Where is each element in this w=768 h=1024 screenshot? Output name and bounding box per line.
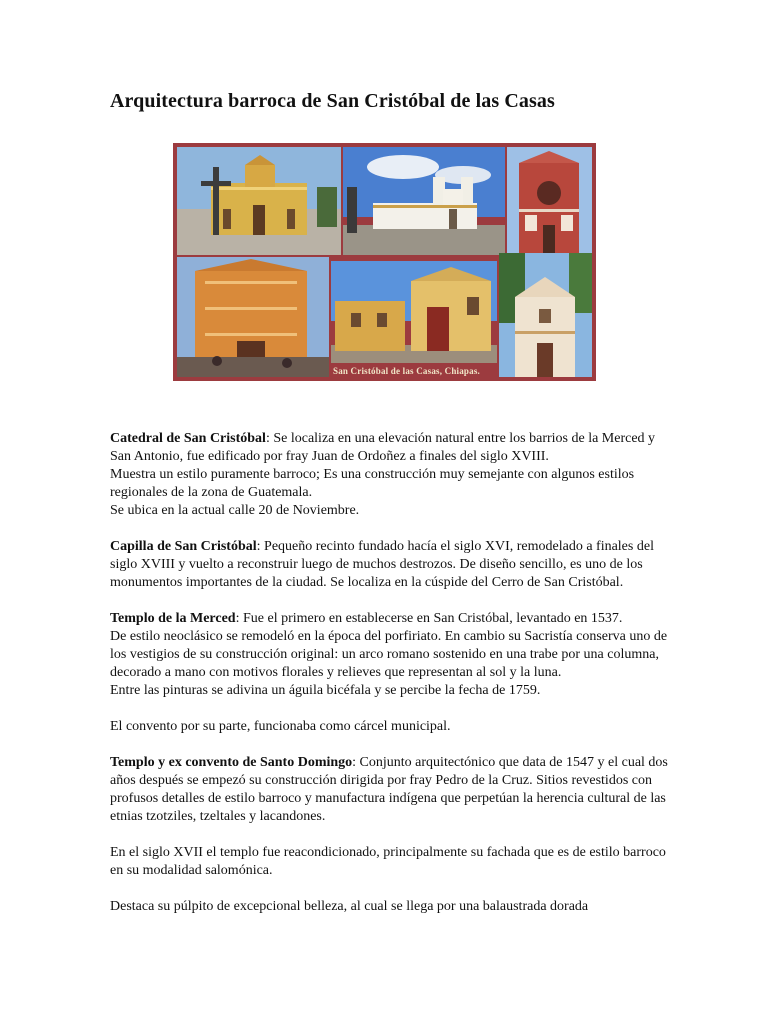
paragraph-merced (110, 610, 670, 700)
paragraph-heading: Capilla de San Cristóbal (110, 539, 257, 554)
paragraph-text: Entre las pinturas se adivina un águila bicéfala y se percibe la fecha de 1759. (110, 683, 541, 698)
paragraph-text: Destaca su púlpito de excepcional belleza, al cual se llega por una balaustrada dorada (110, 899, 589, 914)
paragraph-catedral (110, 430, 670, 520)
paragraph-text: En el siglo XVII el templo fue reacondicionado, principalmente su fachada que es de estilo barroco en su modalidad salomónica. (110, 845, 666, 878)
body-text (110, 430, 670, 934)
paragraph-convento (110, 718, 670, 736)
paragraph-heading: Templo y ex convento de Santo Domingo (110, 755, 353, 770)
red-tower-photo (507, 147, 592, 253)
paragraph-pulpito (110, 898, 670, 916)
document-title: Arquitectura barroca de San Cristóbal de las Casas (110, 90, 555, 112)
santo-domingo-photo (177, 257, 329, 377)
paragraph-text: : Conjunto arquitectónico que data de 1547 y el cual dos años después se empezó su construcción dirigida por fray Pedro de la Cruz. Sitios revestidos con profusos detalles de estilo barroco y manufactura indígena que perpetúan la herencia cultural de las etnias tzotziles, tzeltales y lacandones. (110, 755, 668, 824)
photo-collage (173, 143, 596, 381)
paragraph-text: : Fue el primero en establecerse en San Cristóbal, levantado en 1537. (235, 611, 623, 626)
paragraph-siglo-xvii (110, 844, 670, 880)
collage-caption: San Cristóbal de las Casas, Chiapas. (333, 366, 480, 376)
paragraph-text: : Pequeño recinto fundado hacía el siglo XVI, remodelado a finales del siglo XVIII y vuelto a reconstruir luego de muchos destrozos. De diseño sencillo, es uno de los monumentos importantes de la ciudad. Se localiza en la cúspide del Cerro de San Cristóbal. (110, 539, 654, 590)
white-church-photo (343, 147, 505, 255)
small-church-photo (499, 253, 592, 377)
cathedral-photo (177, 147, 341, 255)
paragraph-text: Muestra un estilo puramente barroco; Es una construcción muy semejante con algunos estilos regionales de la zona de Guatemala. (110, 467, 635, 500)
paragraph-text: De estilo neoclásico se remodeló en la época del porfiriato. En cambio su Sacristía conserva uno de los vestigios de su construcción original: un arco romano sostenido en una trabe por una columna, decorado a mano con motivos florales y relieves que representan al sol y la luna. (110, 629, 668, 680)
paragraph-heading: Catedral de San Cristóbal (110, 431, 266, 446)
paragraph-heading: Templo de la Merced (110, 611, 236, 626)
paragraph-capilla (110, 538, 670, 592)
paragraph-text: Se ubica en la actual calle 20 de Noviembre. (110, 503, 360, 518)
paragraph-santo-domingo (110, 754, 670, 826)
paragraph-text: El convento por su parte, funcionaba como cárcel municipal. (110, 719, 451, 734)
paragraph-text: : Se localiza en una elevación natural entre los barrios de la Merced y San Antonio, fue edificado por fray Juan de Ordoñez a finales del siglo XVIII. (110, 431, 656, 464)
la-merced-photo (331, 261, 497, 363)
